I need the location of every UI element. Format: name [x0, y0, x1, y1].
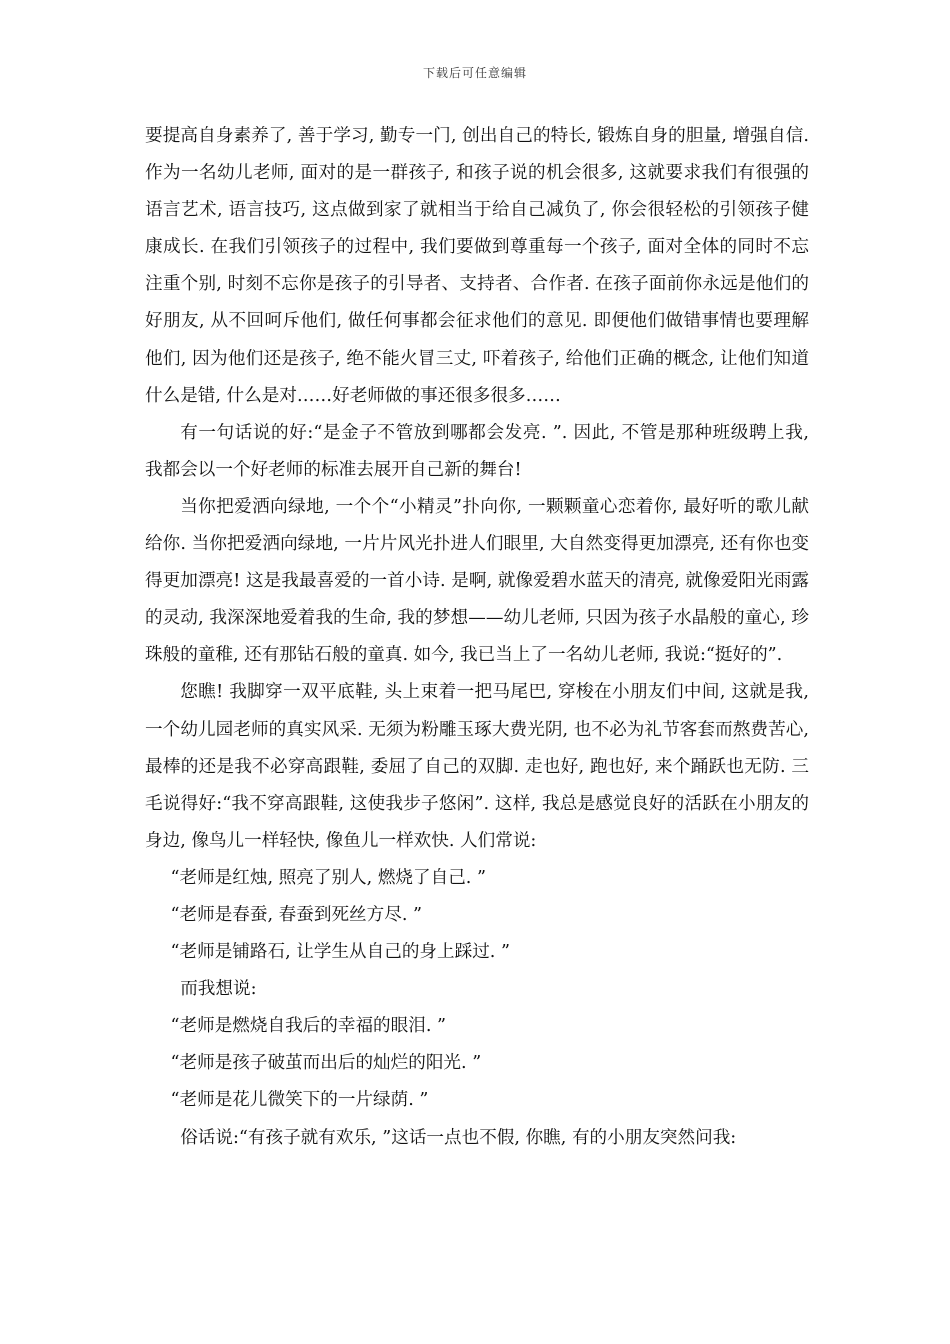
paragraph-children-joy: 俗话说:“有孩子就有欢乐, ”这话一点也不假, 你瞧, 有的小朋友突然问我:	[180, 1127, 737, 1148]
paragraph-i-want-to-say: 而我想说:	[180, 979, 257, 1000]
paragraph-self-improvement: 要提高自身素养了, 善于学习, 勤专一门, 创出自己的特长, 锻炼自身的胆量, 增强自信. 作为一名幼儿老师, 面对的是一群孩子, 和孩子说的机会很多, 这就要求我们有很强的语言艺术, 语言技巧, 这点做到家了就相当于给自己减负了, 你会很轻松的引领孩子健康成长. 在我们引领孩子的过程中, 我们要做到尊重每一个孩子, 面对全体的同时不忘注重个别, 时刻不忘你是孩子的引导者、支持者、合作者. 在孩子面前你永远是他们的好朋友, 从不回呵斥他们, 做任何事都会征求他们的意见. 即便他们做错事情也要理解他们, 因为他们还是孩子, 绝不能火冒三丈, 吓着孩子, 给他们正确的概念, 让他们知道什么是错, 什么是对……好老师做的事还很多很多……	[145, 126, 809, 406]
document-body	[145, 118, 809, 1157]
quote-silkworm: “老师是春蚕, 春蚕到死丝方尽. ”	[170, 904, 423, 925]
paragraph-flat-shoes: 您瞧! 我脚穿一双平底鞋, 头上束着一把马尾巴, 穿梭在小朋友们中间, 这就是我, 一个幼儿园老师的真实风采. 无须为粉雕玉琢大费光阴, 也不必为礼节客套而熬费苦心, 最棒的还是我不必穿高跟鞋, 委屈了自己的双脚. 走也好, 跑也好, 来个踊跃也无防. 三毛说得好:“我不穿高跟鞋, 这使我步子悠闲”. 这样, 我总是感觉良好的活跃在小朋友的身边, 像鸟儿一样轻快, 像鱼儿一样欢快. 人们常说:	[145, 682, 809, 851]
paragraph-gold-saying: 有一句话说的好:“是金子不管放到哪都会发亮. ”. 因此, 不管是那种班级聘上我, 我都会以一个好老师的标准去展开自己新的舞台!	[145, 422, 809, 480]
paragraph-poem: 当你把爱洒向绿地, 一个个“小精灵”扑向你, 一颗颗童心恋着你, 最好听的歌儿献给你. 当你把爱洒向绿地, 一片片风光扑进人们眼里, 大自然变得更加漂亮, 还有你也变得更加漂亮! 这是我最喜爱的一首小诗. 是啊, 就像爱碧水蓝天的清亮, 就像爱阳光雨露的灵动, 我深深地爱着我的生命, 我的梦想——幼儿老师, 只因为孩子水晶般的童心, 珍珠般的童稚, 还有那钻石般的童真. 如今, 我已当上了一名幼儿老师, 我说:“挺好的”.	[145, 496, 809, 666]
quote-red-candle: “老师是红烛, 照亮了别人, 燃烧了自己. ”	[170, 867, 486, 888]
quote-sunshine: “老师是孩子破茧而出后的灿烂的阳光. ”	[170, 1053, 482, 1074]
quote-happy-tears: “老师是燃烧自我后的幸福的眼泪. ”	[170, 1016, 447, 1037]
quote-green-shade: “老师是花儿微笑下的一片绿荫. ”	[170, 1090, 429, 1111]
quote-paving-stone: “老师是铺路石, 让学生从自己的身上踩过. ”	[170, 942, 510, 963]
page-header: 下载后可任意编辑	[422, 66, 527, 80]
